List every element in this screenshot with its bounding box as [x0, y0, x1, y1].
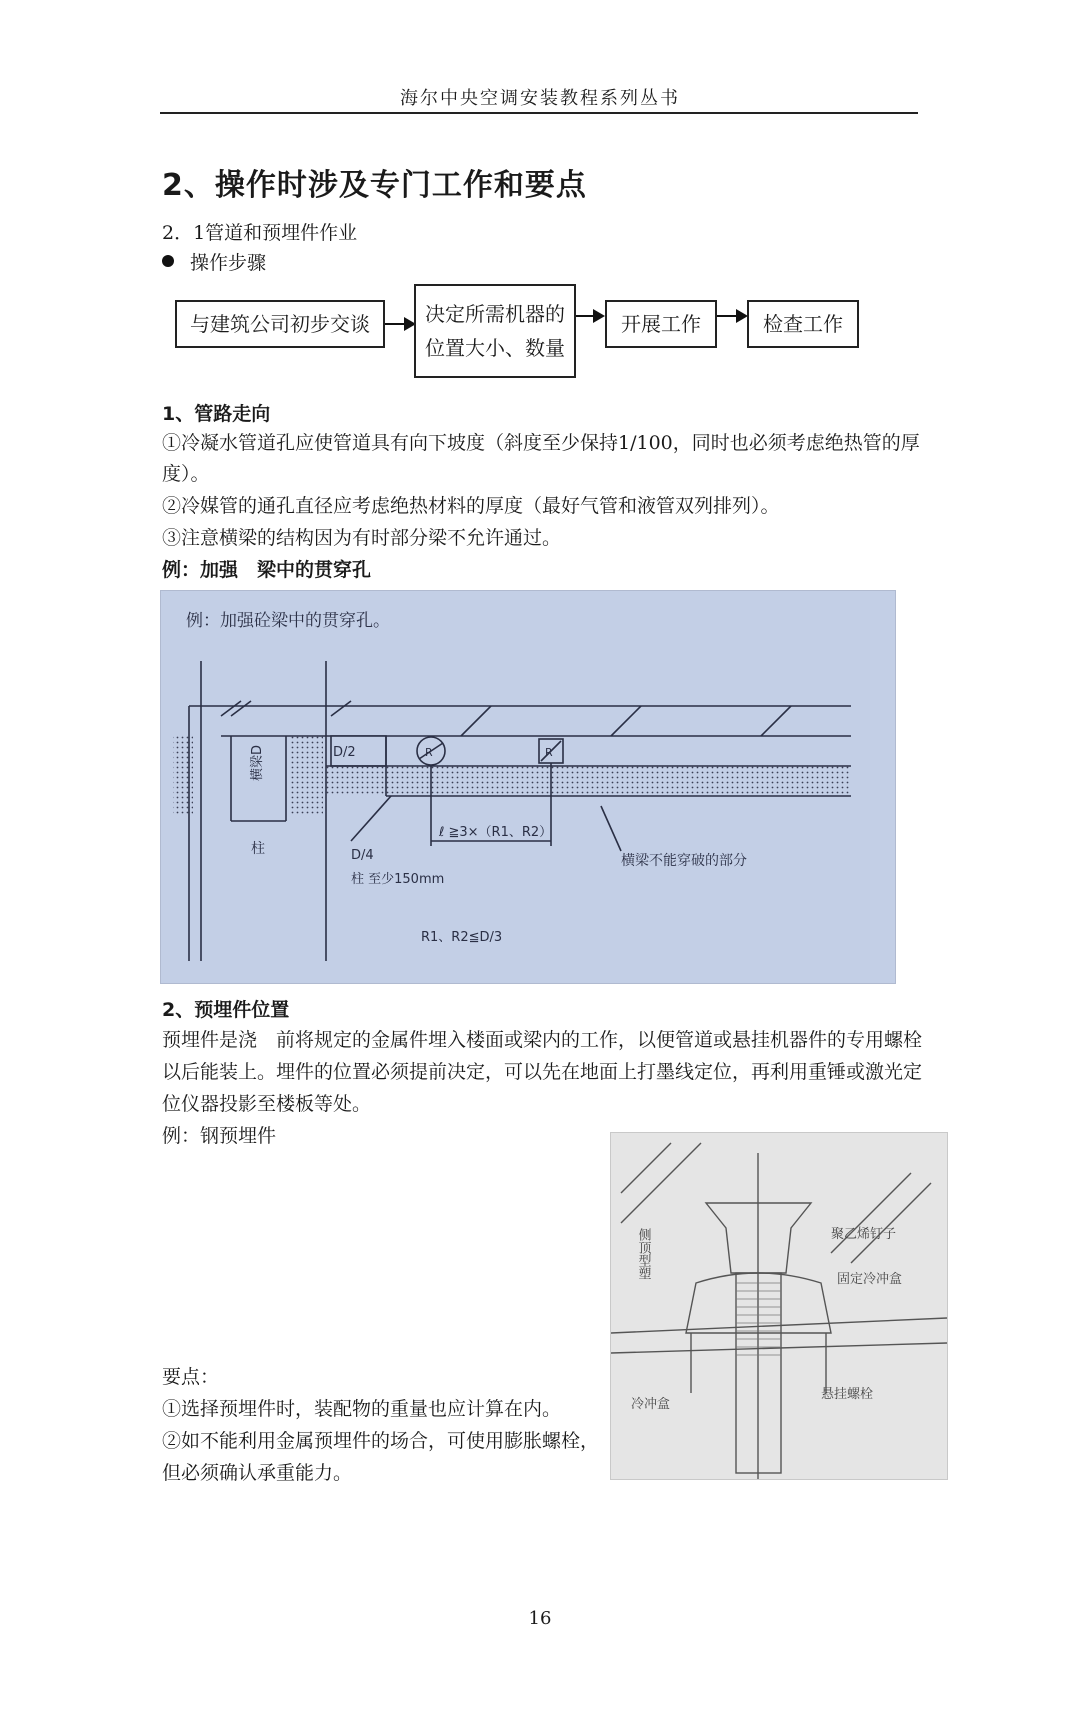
subsection-title: 2．1管道和预埋件作业: [162, 222, 358, 244]
embedded-example: 例：钢预埋件: [162, 1125, 277, 1147]
beam-penetration-figure: [160, 590, 896, 984]
pipe-route-example: 例：加强 梁中的贯穿孔: [162, 559, 372, 581]
key-point-2: ②如不能利用金属预埋件的场合，可使用膨胀螺栓，: [162, 1430, 600, 1452]
pipe-route-line-1: ①冷凝水管道孔应使管道具有向下坡度（斜度至少保持1/100，同时也必须考虑绝热管的厚: [162, 432, 920, 454]
r1-label: R: [425, 746, 433, 759]
steel-insert-svg: [611, 1133, 947, 1479]
nail-label: 聚乙烯钉子: [831, 1227, 897, 1242]
steps-label-line: [162, 248, 266, 275]
figure-caption: 例：加强砼梁中的贯穿孔。: [186, 611, 390, 631]
column-min-label: 柱 至少150mm: [351, 872, 445, 887]
box-label: 固定冷冲盒: [837, 1272, 903, 1287]
embedded-heading: 2、预埋件位置: [162, 999, 290, 1021]
embedded-line-1: 预埋件是浇 前将规定的金属件埋入楼面或梁内的工作，以便管道或悬挂机器件的专用螺栓: [162, 1029, 923, 1051]
cold-box-label: 冷冲盒: [631, 1397, 671, 1412]
key-point-3: 但必须确认承重能力。: [162, 1462, 353, 1484]
side-label: 侧顶型塑: [635, 1228, 651, 1280]
d4-label: D/4: [351, 848, 374, 863]
header-rule: [160, 112, 918, 114]
section-title: 2、操作时涉及专门工作和要点: [162, 168, 587, 203]
flow-step-2-line2: 位置大小、数量: [425, 336, 565, 360]
flow-step-2-line1: 决定所需机器的: [425, 302, 565, 326]
steel-insert-figure: [610, 1132, 948, 1480]
spacing-label: ℓ ≧3×（R1、R2）: [439, 825, 553, 840]
radius-condition-label: R1、R2≦D/3: [421, 930, 503, 945]
pipe-route-line-1b: 度）。: [162, 463, 210, 485]
page-number: 16: [528, 1608, 552, 1629]
pipe-route-heading: 1、管路走向: [162, 403, 271, 425]
beam-label: 横梁D: [250, 744, 265, 781]
r2-label: R: [545, 746, 553, 759]
beam-diagram-svg: [161, 591, 895, 983]
flow-step-4: 检查工作: [747, 300, 859, 348]
pipe-route-line-3: ③注意横梁的结构因为有时部分梁不允许通过。: [162, 527, 562, 549]
bullet-icon: [162, 255, 174, 267]
key-point-1: ①选择预埋件时，装配物的重量也应计算在内。: [162, 1398, 562, 1420]
column-label: 柱: [251, 841, 265, 857]
d2-label: D/2: [333, 745, 356, 760]
bolt-label: 悬挂螺栓: [821, 1387, 874, 1402]
pipe-route-line-2: ②冷媒管的通孔直径应考虑绝热材料的厚度（最好气管和液管双列排列）。: [162, 495, 780, 517]
flow-step-1: 与建筑公司初步交谈: [175, 300, 385, 348]
flow-step-2: [414, 284, 576, 378]
embedded-line-2: 以后能装上。埋件的位置必须提前决定，可以先在地面上打墨线定位，再利用重锤或激光定: [162, 1061, 923, 1083]
flow-step-3: 开展工作: [605, 300, 717, 348]
steps-label: 操作步骤: [190, 252, 267, 274]
no-penetrate-label: 横梁不能穿破的部分: [621, 853, 747, 869]
arrow-head-icon: [593, 309, 605, 323]
key-points-heading: 要点：: [162, 1366, 220, 1388]
embedded-line-3: 位仪器投影至楼板等处。: [162, 1093, 372, 1115]
running-header: 海尔中央空调安装教程系列丛书: [400, 88, 680, 109]
